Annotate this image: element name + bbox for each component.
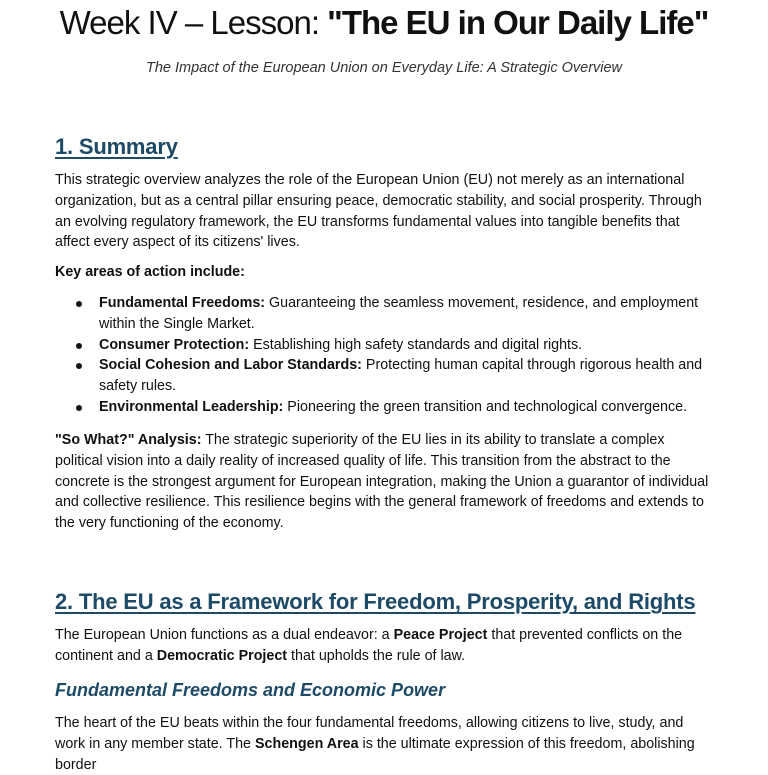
intro-text-2: that prevented conflicts on the continent and a (55, 627, 683, 664)
bullet-icon (76, 343, 82, 349)
list-item-text: Pioneering the green transition and technological convergence. (283, 398, 688, 415)
page-title (0, 1, 768, 45)
section-2-intro (55, 625, 715, 667)
so-what-analysis (55, 430, 715, 534)
list-item (55, 293, 715, 335)
so-what-label: "So What?" Analysis: (55, 432, 202, 448)
section-2-heading: 2. The EU as a Framework for Freedom, Prosperity, and Rights (55, 589, 696, 614)
bullet-icon (76, 405, 82, 411)
section-1-heading: 1. Summary (55, 134, 178, 159)
key-areas-list (55, 293, 715, 418)
title-prefix: Week IV – Lesson: (59, 4, 328, 41)
so-what-text: The strategic superiority of the EU lies in its ability to translate a complex political vision into a daily reality of increased quality of life. This transition from the abstract to the concrete is the strongest argument for European integration, making the Union a guarantor of individual and collective resilience. This resilience begins with the general framework of freedoms and extends to the very functioning of the economy. (55, 432, 709, 532)
peace-project-term: Peace Project (393, 627, 488, 643)
list-item-text: Establishing high safety standards and digital rights. (249, 336, 583, 353)
page-subtitle: The Impact of the European Union on Everyday Life: A Strategic Overview (145, 60, 623, 76)
list-item-text: Guaranteeing the seamless movement, residence, and employment within the Single Market. (99, 295, 699, 332)
list-item-term: Environmental Leadership: (99, 398, 284, 415)
schengen-area-term: Schengen Area (254, 735, 359, 752)
list-item (55, 397, 715, 418)
democratic-project-term: Democratic Project (156, 647, 288, 664)
freedoms-subheading: Fundamental Freedoms and Economic Power (55, 680, 446, 700)
list-item (55, 355, 715, 397)
bullet-icon (76, 301, 82, 307)
freedoms-text-1: The heart of the EU beats within the four fundamental freedoms, allowing citizens to live, study, and work in any member state. The (55, 715, 684, 752)
list-item-term: Social Cohesion and Labor Standards: (99, 357, 362, 374)
title-emphasis: "The EU in Our Daily Life" (327, 4, 709, 41)
freedoms-text-2: is the ultimate expression of this freedom, abolishing border (55, 735, 695, 773)
list-item-term: Consumer Protection: (99, 336, 250, 353)
bullet-icon (76, 363, 82, 369)
section-1-intro: This strategic overview analyzes the role of the European Union (EU) not merely as an international organization, but as a central pillar ensuring peace, democratic stability, and social prosperity. Through an evolving regulatory framework, the EU transforms fundamental values into tangible benefits that affect every aspect of its citizens' lives. (55, 172, 702, 251)
intro-text-3: that upholds the rule of law. (287, 647, 466, 664)
key-areas-label-text: Key areas of action include: (55, 264, 245, 280)
key-areas-label (55, 262, 715, 283)
list-item (55, 335, 715, 356)
list-item-term: Fundamental Freedoms: (99, 295, 266, 311)
list-item-text: Protecting human capital through rigorous health and safety rules. (99, 357, 703, 395)
intro-text-1: The European Union functions as a dual endeavor: a (55, 627, 394, 643)
freedoms-paragraph (55, 713, 715, 775)
